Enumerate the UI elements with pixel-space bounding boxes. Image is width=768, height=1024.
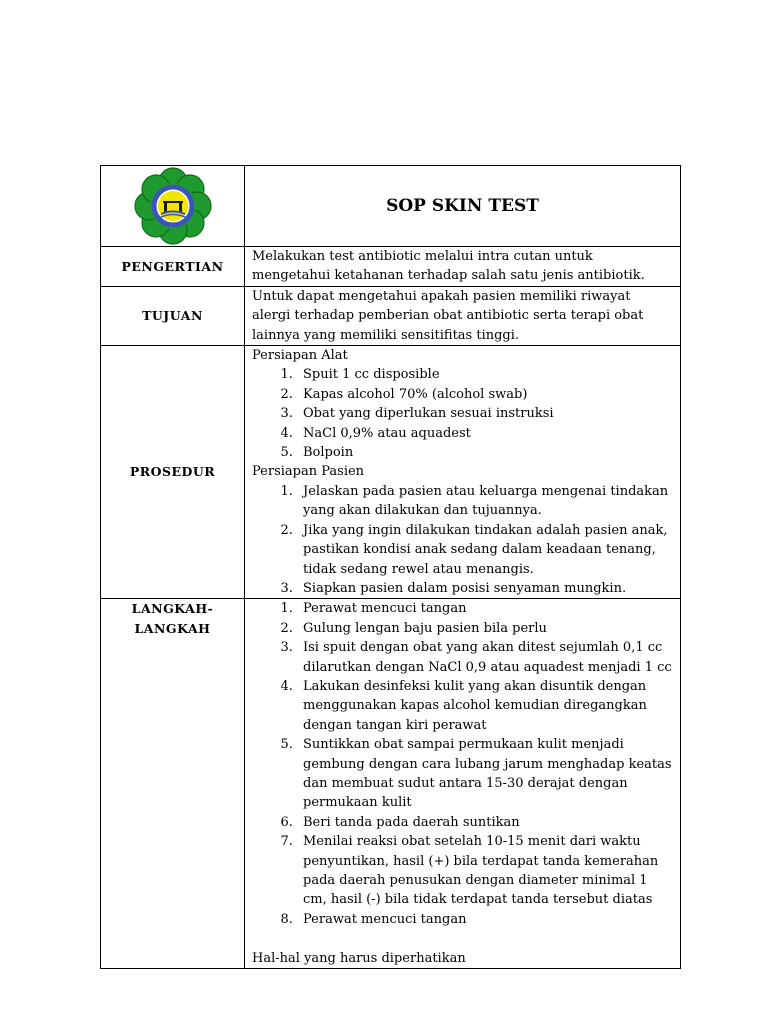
list-item: 4. Lakukan desinfeksi kulit yang akan disuntik dengan menggunakan kapas alcohol kemudian diregangkan dengan tangan kiri perawat	[297, 677, 672, 735]
row-pengertian	[101, 247, 681, 287]
langkah-list	[252, 599, 672, 929]
list-item: 1. Spuit 1 cc disposible	[297, 365, 672, 384]
alat-heading: Persiapan Alat	[252, 348, 348, 364]
label-langkah-line1: LANGKAH-	[131, 601, 214, 617]
list-item: 1. Perawat mencuci tangan	[297, 599, 672, 618]
label-tujuan: TUJUAN	[101, 286, 245, 345]
header-row	[101, 166, 681, 247]
list-item: 5. Bolpoin	[297, 443, 672, 462]
document-title: SOP SKIN TEST	[245, 166, 681, 247]
row-tujuan	[101, 286, 681, 345]
label-pengertian: PENGERTIAN	[101, 247, 245, 287]
sop-table	[100, 165, 681, 969]
list-item: 3. Isi spuit dengan obat yang akan ditest sejumlah 0,1 cc dilarutkan dengan NaCl 0,9 atau aquadest menjadi 1 cc	[297, 638, 672, 677]
row-prosedur	[101, 346, 681, 599]
tujuan-text: Untuk dapat mengetahui apakah pasien memiliki riwayat alergi terhadap pemberian obat antibiotic serta terapi obat lainnya yang memiliki sensitifitas tinggi.	[245, 286, 681, 345]
institution-seal-logo	[127, 196, 219, 215]
list-item: 3. Obat yang diperlukan sesuai instruksi	[297, 404, 672, 423]
list-item: 4. NaCl 0,9% atau aquadest	[297, 424, 672, 443]
list-item: 6. Beri tanda pada daerah suntikan	[297, 813, 672, 832]
pengertian-text: Melakukan test antibiotic melalui intra cutan untuk mengetahui ketahanan terhadap salah satu jenis antibiotik.	[245, 247, 681, 287]
pasien-heading: Persiapan Pasien	[252, 464, 365, 480]
list-item: 5. Suntikkan obat sampai permukaan kulit menjadi gembung dengan cara lubang jarum menghadap keatas dan membuat sudut antara 15-30 derajat dengan permukaan kulit	[297, 735, 672, 813]
list-item: 2. Gulung lengan baju pasien bila perlu	[297, 619, 672, 638]
label-langkah-line2: LANGKAH	[134, 620, 211, 636]
alat-list	[252, 365, 672, 462]
spacer	[252, 929, 672, 948]
list-item: 2. Kapas alcohol 70% (alcohol swab)	[297, 385, 672, 404]
row-langkah	[101, 599, 681, 969]
langkah-content	[245, 599, 681, 969]
list-item: 1. Jelaskan pada pasien atau keluarga mengenai tindakan yang akan dilakukan dan tujuannya.	[297, 482, 672, 521]
list-item: 8. Perawat mencuci tangan	[297, 910, 672, 929]
pasien-list	[252, 482, 672, 598]
langkah-footer: Hal-hal yang harus diperhatikan	[252, 950, 466, 966]
list-item: 3. Siapkan pasien dalam posisi senyaman mungkin.	[297, 579, 672, 598]
label-langkah	[101, 599, 245, 969]
list-item: 2. Jika yang ingin dilakukan tindakan adalah pasien anak, pastikan kondisi anak sedang dalam keadaan tenang, tidak sedang rewel atau menangis.	[297, 521, 672, 579]
label-prosedur: PROSEDUR	[101, 346, 245, 599]
prosedur-content	[245, 346, 681, 599]
logo-cell	[101, 166, 245, 247]
list-item: 7. Menilai reaksi obat setelah 10-15 menit dari waktu penyuntikan, hasil (+) bila terdapat tanda kemerahan pada daerah penusukan dengan diameter minimal 1 cm, hasil (-) bila tidak terdapat tanda tersebut diatas	[297, 832, 672, 910]
